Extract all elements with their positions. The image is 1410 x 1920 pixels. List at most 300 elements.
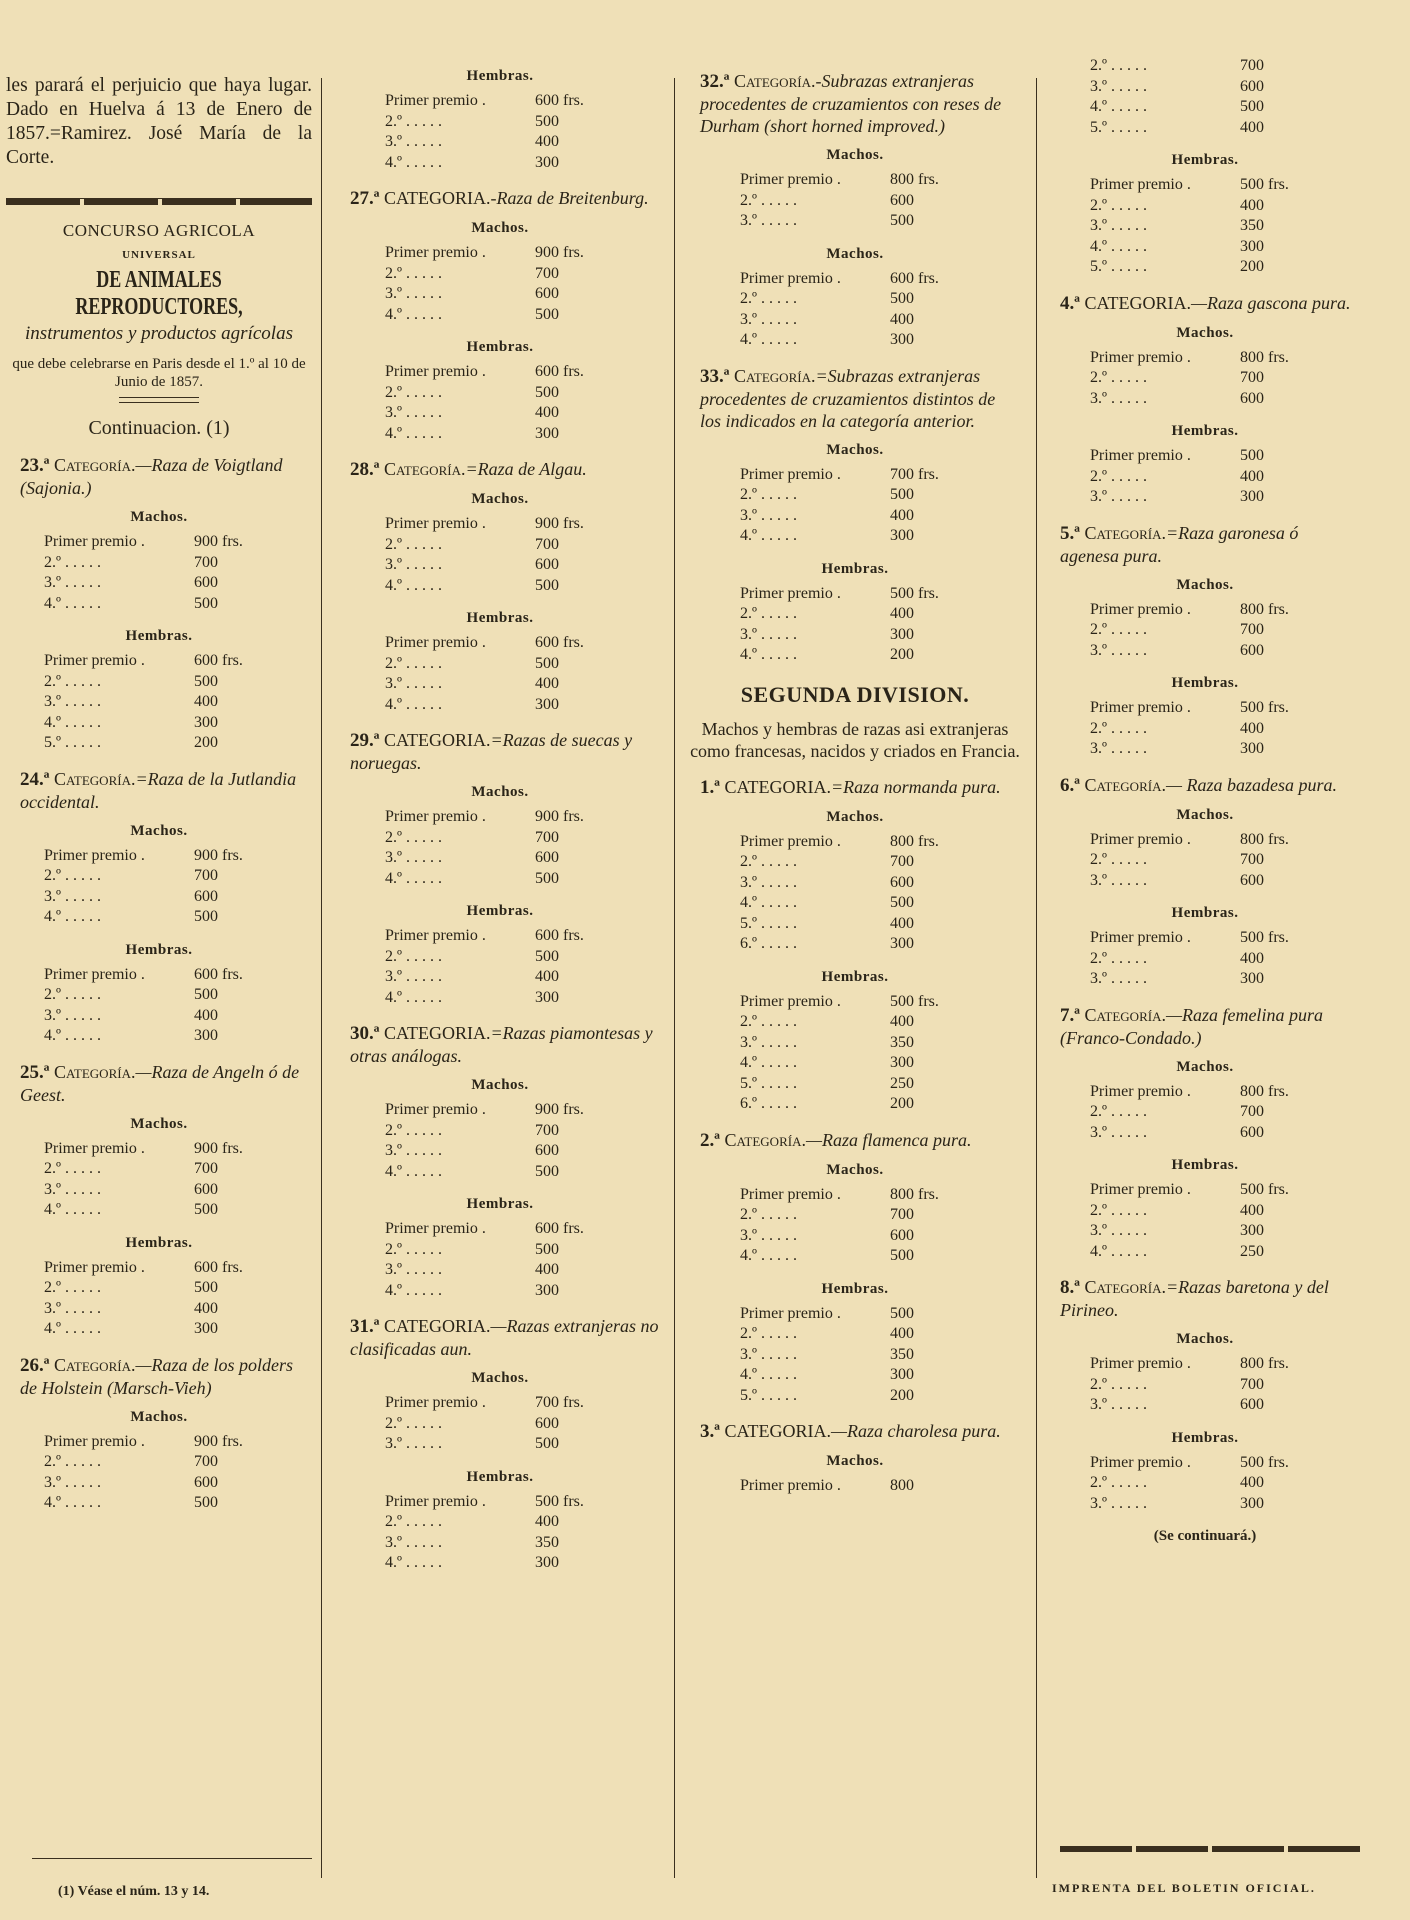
prize-rank: Primer premio .	[44, 965, 145, 983]
prize-amount: 500	[194, 1279, 218, 1296]
prize-amount: 700	[535, 1121, 559, 1139]
sex-heading: Machos.	[826, 245, 884, 262]
prize-amount: 400	[535, 404, 559, 421]
prize-rank: 4.º . . . . .	[740, 527, 797, 544]
column-1	[0, 60, 318, 1528]
prize-row	[1090, 196, 1320, 217]
prize-amount: 800 frs.	[1240, 1355, 1289, 1372]
prize-amount: 350	[890, 1033, 914, 1051]
breed-name: —Raza de los polders de Holstein (Marsch-Vieh)	[20, 1354, 293, 1398]
prize-row	[44, 1493, 274, 1514]
prize-amount: 800 frs.	[1240, 348, 1289, 366]
prize-rank: 4.º . . . . .	[44, 594, 101, 612]
category-heading	[700, 1129, 1020, 1152]
prize-rank: 2.º . . . . .	[1090, 621, 1147, 638]
category-heading	[350, 187, 660, 210]
prize-rank: 2.º . . . . .	[385, 1121, 442, 1139]
sex-heading: Machos.	[826, 1453, 884, 1469]
breed-name: =Raza normanda pura.	[830, 776, 1001, 797]
prize-rank: Primer premio .	[740, 992, 841, 1010]
prize-amount: 350	[1240, 217, 1264, 234]
prize-amount: 700	[890, 1206, 914, 1223]
prize-row	[385, 947, 615, 968]
prize-row	[740, 170, 970, 191]
prize-amount: 800 frs.	[890, 171, 939, 188]
category-heading	[350, 1022, 660, 1067]
prize-row	[740, 625, 970, 646]
prize-rank: 3.º . . . . .	[1090, 1123, 1147, 1141]
prize-amount: 400	[194, 1006, 218, 1024]
breed-name: —Raza charolesa pura.	[830, 1421, 1001, 1441]
prize-rank: 3.º . . . . .	[1090, 217, 1147, 234]
prize-row	[385, 403, 615, 424]
prize-amount: 500	[194, 1494, 218, 1511]
prize-rank: 3.º . . . . .	[740, 873, 797, 891]
prize-row	[385, 967, 615, 988]
footnote: (1) Véase el núm. 13 y 14.	[58, 1884, 210, 1899]
prize-amount: 800 frs.	[1240, 1082, 1289, 1100]
prize-rank: 2.º . . . . .	[740, 191, 797, 209]
prize-amount: 600 frs.	[535, 634, 584, 651]
prize-rank: 4.º . . . . .	[740, 1054, 797, 1071]
prize-amount: 400	[535, 1513, 559, 1530]
category-number: 31.ª	[350, 1316, 380, 1337]
prize-row	[44, 1452, 274, 1473]
prize-row	[385, 284, 615, 305]
prize-table	[1090, 348, 1320, 410]
prize-row	[740, 1226, 970, 1247]
prize-row	[44, 733, 274, 754]
prize-row	[385, 1492, 615, 1513]
prize-row	[1090, 1354, 1320, 1375]
prize-rank: Primer premio .	[385, 808, 486, 825]
category-heading	[700, 776, 1020, 799]
prize-row	[385, 1162, 615, 1183]
division-description: Machos y hembras de razas asi extranjeras como francesas, nacidos y criados en Francia.	[690, 718, 1020, 761]
prize-amount: 300	[1240, 488, 1264, 505]
prize-rank: 2.º . . . . .	[44, 672, 101, 690]
prize-row	[740, 465, 970, 486]
prize-rank: Primer premio .	[385, 515, 486, 532]
category-list	[680, 70, 1030, 666]
prize-amount: 700	[1240, 1375, 1264, 1393]
to-be-continued-note: (Se continuará.)	[1153, 1528, 1257, 1544]
prize-row	[385, 1141, 615, 1162]
prize-rank: 3.º . . . . .	[44, 1006, 101, 1024]
prize-amount: 600 frs.	[194, 652, 243, 669]
prize-row	[385, 869, 615, 890]
prize-rank: 3.º . . . . .	[44, 887, 101, 905]
prize-amount: 500	[535, 654, 559, 672]
prize-row	[1090, 850, 1320, 871]
prize-rank: 4.º . . . . .	[44, 908, 101, 925]
prize-row	[740, 1365, 970, 1386]
breed-name: —Raza de Voigtland (Sajonia.)	[20, 455, 283, 498]
prize-rank: 5.º . . . . .	[740, 1074, 797, 1092]
prize-rank: 2.º . . . . .	[385, 1513, 442, 1530]
prize-amount: 300	[890, 625, 914, 643]
prize-amount: 500	[194, 672, 218, 690]
category-label: CATEGORIA.	[383, 730, 491, 750]
prize-rank: 4.º . . . . .	[385, 576, 442, 594]
category-number: 28.ª	[350, 459, 380, 480]
prize-row	[740, 310, 970, 331]
prize-rank: Primer premio .	[1090, 1453, 1191, 1471]
prize-rank: 2.º . . . . .	[385, 947, 442, 965]
prize-row	[740, 873, 970, 894]
prize-row	[1090, 467, 1320, 488]
prize-rank: Primer premio .	[740, 832, 841, 850]
prize-amount: 600	[535, 1414, 559, 1432]
prize-amount: 500	[535, 869, 559, 887]
prize-table	[44, 532, 274, 614]
prize-row	[385, 112, 615, 133]
prize-rank: 4.º . . . . .	[740, 1247, 797, 1264]
prize-row	[44, 1139, 274, 1160]
prize-rank: Primer premio .	[385, 1101, 486, 1118]
contest-subheading: instrumentos y productos agrícolas	[25, 323, 293, 344]
prize-amount: 600 frs.	[194, 1258, 243, 1276]
category-label: CATEGORIA.	[383, 1316, 491, 1336]
prize-rank: Primer premio .	[740, 584, 841, 602]
prize-amount: 700 frs.	[535, 1394, 584, 1411]
prize-rank: Primer premio .	[44, 846, 145, 864]
prize-rank: 4.º . . . . .	[385, 1554, 442, 1571]
sex-heading: Machos.	[130, 509, 188, 525]
division-title: SEGUNDA DIVISION.	[740, 681, 970, 707]
continued-prize-groups	[1040, 56, 1370, 278]
prize-rank: 2.º . . . . .	[1090, 1375, 1147, 1393]
prize-row	[44, 594, 274, 615]
prize-table	[44, 1139, 274, 1221]
prize-amount: 250	[890, 1074, 914, 1092]
sex-heading: Machos.	[471, 1370, 529, 1386]
category-number: 32.ª	[700, 71, 730, 92]
prize-row	[44, 1319, 274, 1340]
prize-rank: 2.º . . . . .	[1090, 851, 1147, 868]
prize-table	[740, 832, 970, 955]
prize-table	[740, 1185, 970, 1267]
prize-amount: 300	[890, 935, 914, 952]
category-number: 27.ª	[350, 188, 380, 209]
prize-row	[44, 553, 274, 574]
contest-title: CONCURSO AGRICOLA	[62, 221, 256, 240]
prize-row	[1090, 1453, 1320, 1474]
prize-row	[740, 1345, 970, 1366]
prize-row	[1090, 641, 1320, 662]
category-label: CATEGORIA.	[383, 188, 491, 208]
prize-row	[1090, 1123, 1320, 1144]
continuation-label: Continuacion. (1)	[88, 417, 230, 439]
prize-rank: 3.º . . . . .	[44, 1180, 101, 1198]
prize-rank: 4.º . . . . .	[385, 1281, 442, 1299]
category-number: 25.ª	[20, 1061, 50, 1083]
prize-rank: Primer premio .	[385, 634, 486, 651]
sex-heading: Machos.	[1176, 1058, 1234, 1075]
prize-amount: 600	[194, 574, 218, 591]
prize-rank: 3.º . . . . .	[385, 1435, 442, 1452]
prize-row	[385, 555, 615, 576]
prize-rank: 3.º . . . . .	[740, 310, 797, 328]
prize-rank: 3.º . . . . .	[740, 625, 797, 643]
prize-row	[740, 526, 970, 547]
prize-row	[1090, 620, 1320, 641]
prize-amount: 400	[535, 675, 559, 692]
prize-row	[740, 934, 970, 955]
prize-amount: 900 frs.	[194, 846, 243, 864]
category-label: Categoría.	[53, 1354, 136, 1375]
prize-amount: 600	[194, 887, 218, 905]
prize-row	[385, 91, 615, 112]
prize-rank: 2.º . . . . .	[1090, 1201, 1147, 1219]
prize-table	[740, 170, 970, 232]
prize-rank: 4.º . . . . .	[385, 153, 442, 171]
breed-name: — Raza bazadesa pura.	[1165, 774, 1337, 795]
prize-amount: 500	[194, 1201, 218, 1218]
prize-amount: 500 frs.	[890, 992, 939, 1010]
column-2	[330, 60, 670, 1588]
category-label: Categoría.	[733, 71, 816, 91]
prize-row	[385, 807, 615, 828]
prize-amount: 700	[194, 1453, 218, 1470]
prize-rank: 3.º . . . . .	[385, 404, 442, 421]
prize-row	[44, 866, 274, 887]
prize-rank: 6.º . . . . .	[740, 1095, 797, 1112]
prize-row	[385, 576, 615, 597]
prize-rank: 4.º . . . . .	[740, 646, 797, 663]
prize-rank: 5.º . . . . .	[1090, 258, 1147, 275]
prize-rank: 2.º . . . . .	[1090, 57, 1147, 74]
prize-rank: Primer premio .	[1090, 176, 1191, 193]
prize-row	[1090, 698, 1320, 719]
prize-rank: 3.º . . . . .	[44, 693, 101, 710]
prize-amount: 500	[890, 1247, 914, 1264]
sex-heading: Hembras.	[821, 968, 889, 985]
prize-amount: 400	[890, 914, 914, 932]
category-label: Categoría.	[733, 365, 816, 386]
prize-row	[1090, 97, 1320, 118]
category-label: Categoría.	[383, 459, 466, 479]
prize-rank: 2.º . . . . .	[44, 1279, 101, 1296]
prize-amount: 300	[535, 424, 559, 442]
prize-row	[385, 514, 615, 535]
prize-rank: Primer premio .	[740, 269, 841, 287]
prize-rank: 2.º . . . . .	[385, 1240, 442, 1258]
prize-amount: 700	[535, 264, 559, 282]
prize-row	[44, 985, 274, 1006]
prize-rank: Primer premio .	[385, 244, 486, 261]
breed-name: —Razas extranjeras no clasificadas aun.	[350, 1316, 659, 1359]
prize-row	[740, 1246, 970, 1267]
intro-paragraph: les parará el perjuicio que haya lugar. Dado en Huelva á 13 de Enero de 1857.=Ramirez. José María de la Corte.	[6, 75, 312, 168]
prize-row	[385, 1219, 615, 1240]
prize-row	[44, 907, 274, 928]
prize-row	[740, 485, 970, 506]
breed-name: =Subrazas extranjeras procedentes de cruzamientos distintos de los indicados en la categoría anterior.	[700, 365, 996, 431]
prize-row	[740, 1094, 970, 1115]
prize-row	[44, 1258, 274, 1279]
prize-rank: 3.º . . . . .	[1090, 871, 1147, 889]
prize-row	[385, 1260, 615, 1281]
sex-heading: Hembras.	[125, 941, 193, 958]
prize-row	[385, 828, 615, 849]
prize-rank: 2.º . . . . .	[44, 553, 101, 571]
prize-row	[740, 1476, 970, 1497]
prize-amount: 250	[1240, 1242, 1264, 1260]
prize-amount: 700	[1240, 621, 1264, 638]
prize-amount: 400	[1240, 1201, 1264, 1219]
prize-rank: 3.º . . . . .	[1090, 1396, 1147, 1413]
prize-rank: 4.º . . . . .	[385, 695, 442, 713]
category-number: 30.ª	[350, 1023, 380, 1044]
prize-row	[740, 1205, 970, 1226]
prize-row	[385, 1281, 615, 1302]
category-number: 8.ª	[1060, 1277, 1080, 1298]
category-number: 24.ª	[20, 768, 50, 790]
prize-amount: 300	[1240, 740, 1264, 757]
category-list	[1040, 292, 1370, 1515]
prize-table	[385, 633, 615, 715]
prize-table	[740, 1476, 970, 1497]
prize-rank: 2.º . . . . .	[1090, 369, 1147, 386]
prize-amount: 500	[194, 908, 218, 925]
category-label: Categoría.	[53, 455, 136, 475]
prize-amount: 600	[194, 1180, 218, 1198]
prize-row	[385, 1240, 615, 1261]
prize-amount: 800 frs.	[890, 1185, 939, 1203]
prize-rank: 3.º . . . . .	[740, 1226, 797, 1244]
prize-rank: Primer premio .	[740, 1477, 841, 1494]
prize-row	[385, 1553, 615, 1574]
sex-heading: Machos.	[826, 441, 884, 458]
prize-table	[385, 91, 615, 173]
sex-heading: Machos.	[826, 147, 884, 163]
prize-amount: 600 frs.	[890, 269, 939, 287]
prize-amount: 600	[535, 285, 559, 302]
prize-row	[1090, 1375, 1320, 1396]
prize-amount: 300	[1240, 237, 1264, 255]
prize-amount: 700	[194, 553, 218, 571]
prize-amount: 600 frs.	[535, 1220, 584, 1237]
sex-heading: Machos.	[471, 491, 529, 507]
prize-row	[385, 243, 615, 264]
prize-row	[385, 1121, 615, 1142]
prize-row	[740, 211, 970, 232]
prize-rank: 2.º . . . . .	[740, 1206, 797, 1223]
category-label: CATEGORIA.	[724, 776, 831, 797]
category-label: Categoría.	[53, 768, 136, 789]
category-heading	[350, 1315, 660, 1360]
prize-rank: 3.º . . . . .	[44, 1473, 101, 1491]
prize-amount: 200	[890, 646, 914, 663]
prize-row	[44, 1026, 274, 1047]
sex-heading: Hembras.	[466, 339, 534, 355]
prize-rank: 2.º . . . . .	[44, 867, 101, 884]
prize-row	[1090, 56, 1320, 77]
prize-amount: 500	[890, 894, 914, 911]
prize-amount: 400	[890, 1013, 914, 1030]
prize-amount: 500 frs.	[1240, 1453, 1289, 1471]
category-label: CATEGORIA.	[1084, 292, 1191, 313]
category-label: Categoría.	[1084, 1277, 1166, 1297]
prize-amount: 300	[890, 1054, 914, 1071]
prize-amount: 400	[535, 1261, 559, 1278]
prize-row	[1090, 175, 1320, 196]
contest-dates: que debe celebrarse en Paris desde el 1.º al 10 de Junio de 1857.	[12, 356, 306, 390]
sex-heading: Hembras.	[466, 68, 534, 84]
prize-row	[740, 269, 970, 290]
breed-name: =Razas de suecas y noruegas.	[350, 730, 633, 773]
prize-row	[1090, 1494, 1320, 1515]
prize-rank: Primer premio .	[740, 1304, 841, 1322]
prize-amount: 500	[890, 486, 914, 503]
sex-heading: Hembras.	[466, 1468, 534, 1485]
prize-table	[1090, 56, 1320, 138]
breed-name: —Raza gascona pura.	[1190, 292, 1351, 313]
sex-heading: Hembras.	[821, 560, 889, 577]
prize-row	[1090, 1395, 1320, 1416]
prize-rank: 2.º . . . . .	[385, 264, 442, 282]
sex-heading: Machos.	[471, 1077, 529, 1093]
category-list	[0, 454, 318, 1514]
prize-row	[1090, 389, 1320, 410]
prize-amount: 900 frs.	[194, 533, 243, 550]
prize-rank: 3.º . . . . .	[385, 1142, 442, 1159]
prize-amount: 600	[1240, 389, 1264, 407]
category-heading	[700, 70, 1020, 137]
prize-rank: 4.º . . . . .	[385, 988, 442, 1006]
prize-rank: 3.º . . . . .	[1090, 970, 1147, 987]
sex-heading: Hembras.	[1171, 905, 1239, 921]
column-3	[680, 60, 1030, 1511]
prize-amount: 400	[890, 605, 914, 622]
sex-heading: Hembras.	[1171, 423, 1239, 439]
prize-amount: 300	[890, 331, 914, 348]
category-number: 6.ª	[1060, 774, 1080, 796]
prize-row	[44, 713, 274, 734]
prize-amount: 700	[890, 853, 914, 870]
prize-row	[385, 926, 615, 947]
prize-row	[44, 573, 274, 594]
prize-rank: Primer premio .	[385, 1394, 486, 1411]
prize-amount: 500	[1240, 98, 1264, 115]
prize-amount: 800 frs.	[1240, 600, 1289, 618]
prize-row	[385, 264, 615, 285]
category-number: 29.ª	[350, 730, 380, 751]
prize-row	[385, 535, 615, 556]
prize-amount: 600	[535, 849, 559, 866]
prize-amount: 500	[535, 576, 559, 594]
sex-heading: Machos.	[826, 1161, 884, 1178]
prize-amount: 500	[535, 1240, 559, 1258]
sex-heading: Machos.	[1176, 576, 1234, 593]
prize-row	[740, 1053, 970, 1074]
prize-rank: 2.º . . . . .	[1090, 196, 1147, 214]
prize-amount: 600	[1240, 77, 1264, 95]
category-heading	[20, 1354, 308, 1399]
prize-table	[1090, 830, 1320, 892]
prize-table	[385, 243, 615, 325]
prize-amount: 400	[1240, 949, 1264, 967]
prize-rank: Primer premio .	[1090, 348, 1191, 366]
prize-rank: 2.º . . . . .	[44, 1160, 101, 1177]
prize-row	[740, 852, 970, 873]
breed-name: —Raza de Angeln ó de Geest.	[20, 1061, 300, 1105]
prize-amount: 600 frs.	[535, 927, 584, 944]
prize-rank: 3.º . . . . .	[385, 556, 442, 573]
prize-amount: 600	[1240, 871, 1264, 889]
prize-rank: 3.º . . . . .	[385, 133, 442, 150]
